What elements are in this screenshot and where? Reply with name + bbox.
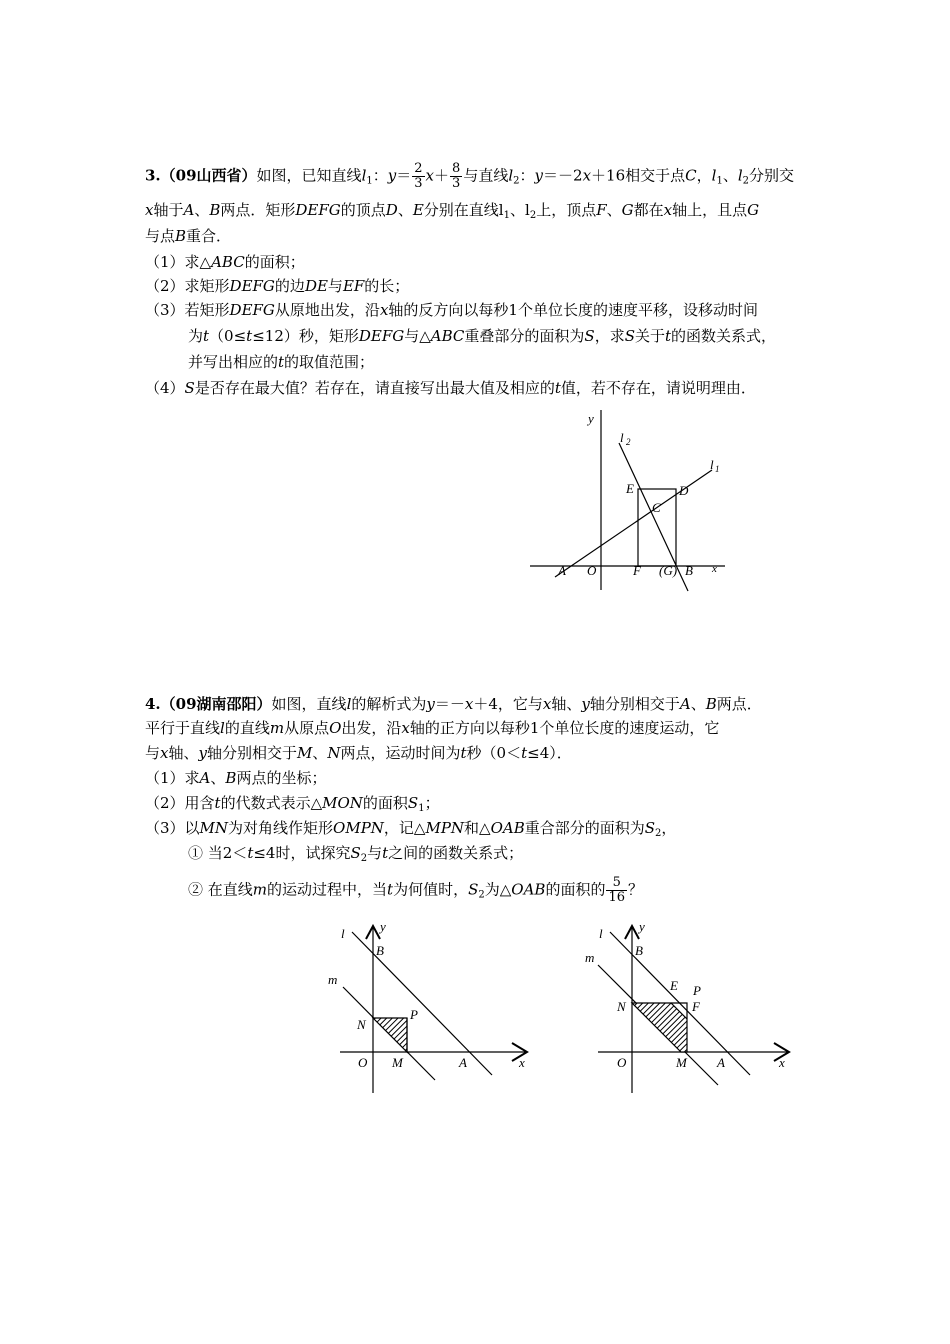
label-M: M — [676, 1055, 687, 1070]
label-l: l — [599, 926, 603, 941]
p4-question-3: （3）以MN为对角线作矩形OMPN，记△MPN和△OAB重合部分的面积为$S_2$， — [145, 819, 677, 839]
label-l2-sub: 2 — [626, 437, 631, 447]
fraction-2-3: $\frac{2}{3}$ — [414, 161, 423, 191]
label-F: F — [692, 999, 700, 1014]
p4-line-1: 4.（09湖南邵阳）如图，直线l的解析式为y＝－x＋4，它与x轴、y轴分别相交于A、B两点． — [145, 695, 762, 713]
figure-1-lines-rectangle — [520, 405, 730, 600]
label-l1: l — [710, 457, 714, 472]
label-O: O — [587, 563, 597, 578]
label-x: x — [712, 563, 717, 575]
label-l: l — [341, 926, 345, 941]
p4-line-3: 与x轴、y轴分别相交于M、N两点，运动时间为t秒（0＜t≤4）． — [145, 744, 572, 762]
p3-line-2: x轴于A、B两点．矩形DEFG的顶点D、E分别在直线$l_1$、$l_2$上，顶点F、G都在x轴上，且点G — [145, 201, 760, 221]
label-A: A — [459, 1055, 467, 1070]
label-O: O — [617, 1055, 627, 1070]
p3-question-3-cont: 为t（0≤t≤12）秒，矩形DEFG与△ABC重叠部分的面积为S，求S关于t的函数关系式， — [188, 327, 777, 345]
label-A: A — [717, 1055, 725, 1070]
label-N: N — [617, 999, 626, 1014]
label-l2: l — [620, 430, 624, 445]
label-P: P — [410, 1007, 418, 1022]
p3-question-3: （3）若矩形DEFG从原地出发，沿x轴的反方向以每秒1个单位长度的速度平移，设移动时间 — [145, 301, 758, 319]
label-l1-sub: 1 — [715, 464, 720, 474]
p3-line-3: 与点B重合． — [145, 227, 232, 245]
p4-sub-1: ① 当2＜t≤4时，试探究$S_2$与t之间的函数关系式； — [188, 844, 524, 864]
label-m: m — [328, 972, 338, 987]
label-M: M — [392, 1055, 403, 1070]
label-m: m — [585, 950, 595, 965]
label-B: B — [376, 943, 384, 958]
label-O: O — [358, 1055, 368, 1070]
label-C: C — [652, 500, 661, 515]
label-B: B — [635, 943, 643, 958]
label-y: y — [588, 411, 594, 426]
label-B: B — [685, 563, 693, 578]
label-x: x — [779, 1055, 785, 1070]
shaded-region — [632, 1003, 687, 1052]
label-P: P — [693, 983, 701, 998]
p3-question-4: （4）S是否存在最大值？若存在，请直接写出最大值及相应的t值，若不存在，请说明理由． — [145, 379, 756, 397]
p3-question-2: （2）求矩形DEFG的边DE与EF的长； — [145, 277, 410, 295]
fraction-8-3: $\frac{8}{3}$ — [452, 161, 461, 191]
label-x: x — [519, 1055, 525, 1070]
label-A: A — [558, 563, 566, 578]
p3-line-1: 3.（09山西省）如图，已知直线$l_1$：y＝ $\frac{2}{3}$ x＋ $\frac{8}{3}$ 与直线$l_2$：y＝－2x＋16相交于点C，$l_1$、$l_2$分别交 — [145, 161, 795, 191]
label-D: D — [679, 483, 689, 498]
label-y: y — [639, 919, 645, 934]
fraction-5-16: $\frac{5}{16}$ — [608, 875, 625, 905]
p4-question-1: （1）求A、B两点的坐标； — [145, 769, 327, 787]
label-N: N — [357, 1017, 366, 1032]
label-y: y — [380, 919, 386, 934]
p4-line-2: 平行于直线l的直线m从原点O出发，沿x轴的正方向以每秒1个单位长度的速度运动，它 — [145, 719, 720, 737]
p4-question-2: （2）用含t的代数式表示△MON的面积$S_1$； — [145, 794, 440, 814]
figure-3 — [583, 915, 798, 1095]
label-E: E — [626, 481, 634, 496]
figure-2 — [325, 915, 535, 1095]
label-F: F — [633, 563, 641, 578]
label-E: E — [670, 978, 678, 993]
p3-question-1: （1）求△ABC的面积； — [145, 253, 305, 271]
line-l2 — [619, 443, 688, 591]
p4-sub-2: ② 在直线m的运动过程中，当t为何值时，$S_2$为△OAB的面积的 $\frac{5}{16}$ ？ — [188, 875, 644, 905]
label-G: (G) — [659, 563, 678, 578]
shaded-triangle — [373, 1018, 407, 1052]
p3-question-3-cont2: 并写出相应的t的取值范围； — [188, 353, 375, 371]
